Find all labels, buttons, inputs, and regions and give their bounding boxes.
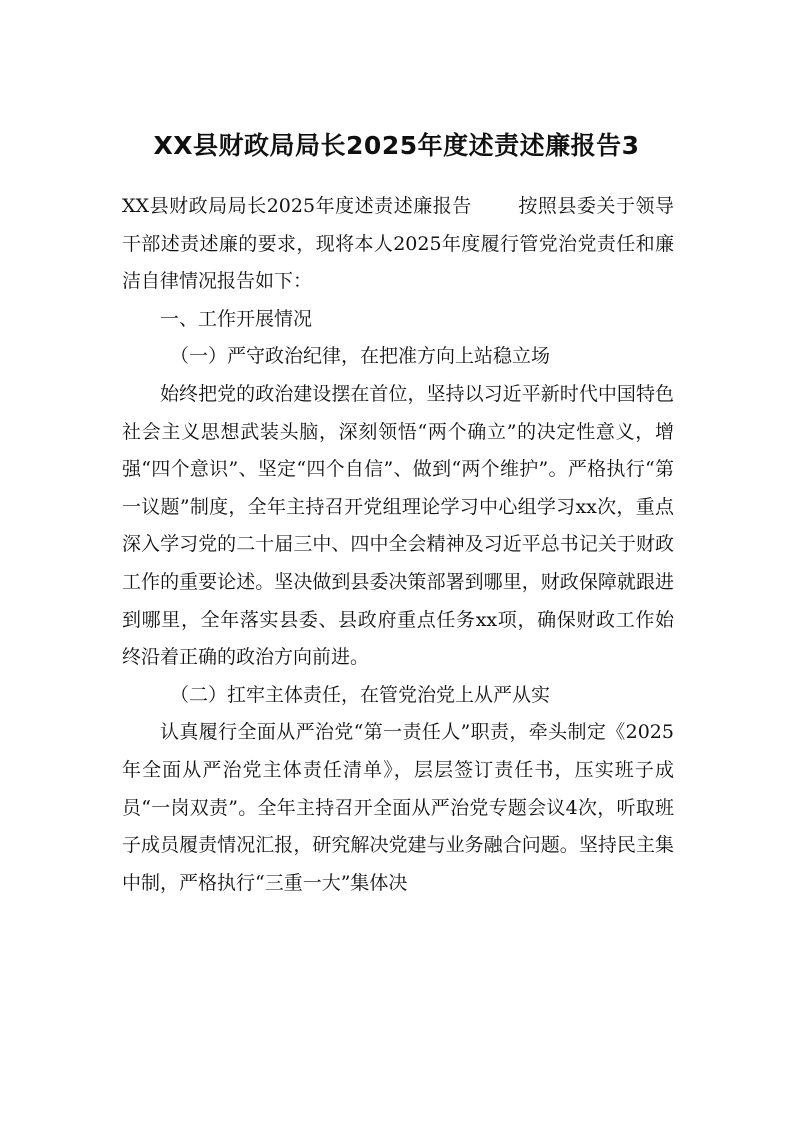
- intro-text: 按照县委关于领导干部述责述廉的要求，现将本人2025年度履行管党治党责任和廉洁自律情况报告如下：: [122, 195, 674, 293]
- subsection-2-heading: （二）扛牢主体责任，在管党治党上从严从实: [170, 683, 551, 706]
- intro-report-name: XX县财政局局长2025年度述责述廉报告: [122, 195, 472, 217]
- document-body: [122, 188, 674, 902]
- subsection-2-paragraph: 认真履行全面从严治党“第一责任人”职责，牵头制定《2025年全面从严治党主体责任清单》，层层签订责任书，压实班子成员“一岗双责”。全年主持召开全面从严治党专题会议4次，听取班子成员履责情况汇报，研究解决党建与业务融合问题。坚持民主集中制，严格执行“三重一大”集体决: [122, 721, 674, 894]
- subsection-1-heading: （一）严守政治纪律，在把准方向上站稳立场: [170, 345, 551, 368]
- section-1-heading: 一、工作开展情况: [160, 307, 313, 330]
- document-title: XX县财政局局长2025年度述责述廉报告3: [153, 131, 640, 160]
- intro-paragraph: [122, 188, 674, 301]
- subsection-1-paragraph: 始终把党的政治建设摆在首位，坚持以习近平新时代中国特色社会主义思想武装头脑，深刻领悟“两个确立”的决定性意义，增强“四个意识”、坚定“四个自信”、做到“两个维护”。严格执行“第一议题”制度，全年主持召开党组理论学习中心组学习xx次，重点深入学习党的二十届三中、四中全会精神及习近平总书记关于财政工作的重要论述。坚决做到县委决策部署到哪里，财政保障就跟进到哪里，全年落实县委、县政府重点任务xx项，确保财政工作始终沿着正确的政治方向前进。: [122, 382, 674, 669]
